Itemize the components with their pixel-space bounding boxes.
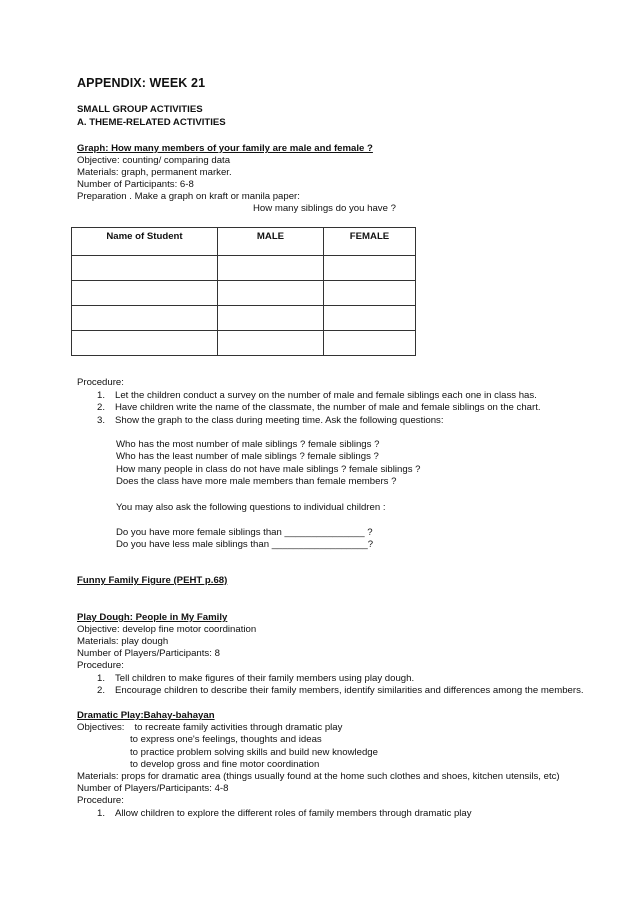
list-text: Have children write the name of the classmate, the number of male and female siblings on the chart. [115,402,541,414]
dramatic-play-title: Dramatic Play:Bahay-bahayan [77,710,215,721]
table-cell [218,281,324,306]
table-cell [324,306,416,331]
dramatic-play-materials: Materials: props for dramatic area (things usually found at the home such clothes and shoes, kitchen utensils, etc) [77,771,560,782]
play-dough-materials: Materials: play dough [77,636,169,647]
table-cell [218,256,324,281]
table-cell [72,256,218,281]
play-dough-procedure-list [77,673,584,698]
list-number: 2. [97,685,106,697]
list-number: 2. [97,402,106,414]
column-header-male: MALE [218,228,324,256]
graph-participants: Number of Participants: 6-8 [77,179,194,190]
table-row [72,256,416,281]
question-line: Do you have less male siblings than __________________? [116,539,374,551]
list-number: 1. [97,390,106,401]
dramatic-play-objectives [77,722,577,772]
question-line: How many people in class do not have male siblings ? female siblings ? [116,463,421,475]
question-line: Who has the most number of male siblings ? female siblings ? [116,439,380,450]
siblings-chart-table [71,227,416,356]
objective-line [77,722,577,734]
column-header-name: Name of Student [72,228,218,256]
question-line: Who has the least number of male siblings ? female siblings ? [116,451,379,463]
dramatic-play-procedure-list [77,808,577,820]
table-cell [324,281,416,306]
list-text: Let the children conduct a survey on the number of male and female siblings each one in class has. [115,390,537,401]
table-cell [324,331,416,356]
question-line: Do you have more female siblings than _______________ ? [116,527,373,538]
table-cell [72,331,218,356]
section-heading: SMALL GROUP ACTIVITIES [77,104,203,115]
dramatic-play-players: Number of Players/Participants: 4-8 [77,783,229,794]
list-item [77,390,577,402]
list-item [77,673,577,685]
list-item [77,685,584,697]
table-row [72,281,416,306]
play-dough-objective: Objective: develop fine motor coordination [77,624,257,635]
table-cell [218,331,324,356]
list-text: Tell children to make figures of their family members using play dough. [115,673,415,684]
table-cell [324,256,416,281]
list-text: Allow children to explore the different roles of family members through dramatic play [115,808,472,819]
list-text: Encourage children to describe their family members, identify similarities and differences among the members. [115,685,584,697]
table-row [72,331,416,356]
individual-questions [77,527,577,552]
individual-questions-intro: You may also ask the following questions to individual children : [116,502,386,513]
table-cell [218,306,324,331]
graph-preparation: Preparation . Make a graph on kraft or manila paper: [77,191,300,202]
dramatic-play-procedure-label: Procedure: [77,795,124,806]
objective-line: to express one's feelings, thoughts and ideas [130,734,322,746]
list-number: 1. [97,808,106,819]
question-line: Does the class have more male members than female members ? [116,476,397,488]
graph-materials: Materials: graph, permanent marker. [77,167,232,178]
table-row [72,306,416,331]
play-dough-title: Play Dough: People in My Family [77,612,228,623]
objectives-label: Objectives: [77,722,125,733]
graph-procedure-label: Procedure: [77,377,124,388]
graph-objective: Objective: counting/ comparing data [77,155,231,166]
column-header-female: FEMALE [324,228,416,256]
table-header-row [72,228,416,256]
graph-chart-question: How many siblings do you have ? [253,203,396,214]
funny-family-title: Funny Family Figure (PEHT p.68) [77,575,228,586]
objective-line: to develop gross and fine motor coordination [130,759,320,771]
table-cell [72,306,218,331]
subsection-heading: A. THEME-RELATED ACTIVITIES [77,117,226,128]
list-number: 1. [97,673,106,684]
list-item [77,808,577,820]
class-questions [77,439,577,489]
table-cell [72,281,218,306]
play-dough-players: Number of Players/Participants: 8 [77,648,220,659]
graph-activity-title: Graph: How many members of your family are male and female ? [77,143,373,154]
list-number: 3. [97,414,106,426]
graph-procedure-list [77,390,577,427]
list-item [77,402,577,414]
list-item [77,415,577,427]
objective-text: to recreate family activities through dramatic play [134,722,343,733]
page-title: APPENDIX: WEEK 21 [77,76,206,90]
objective-line: to practice problem solving skills and build new knowledge [130,746,378,758]
play-dough-procedure-label: Procedure: [77,660,124,671]
list-text: Show the graph to the class during meeting time. Ask the following questions: [115,414,444,426]
